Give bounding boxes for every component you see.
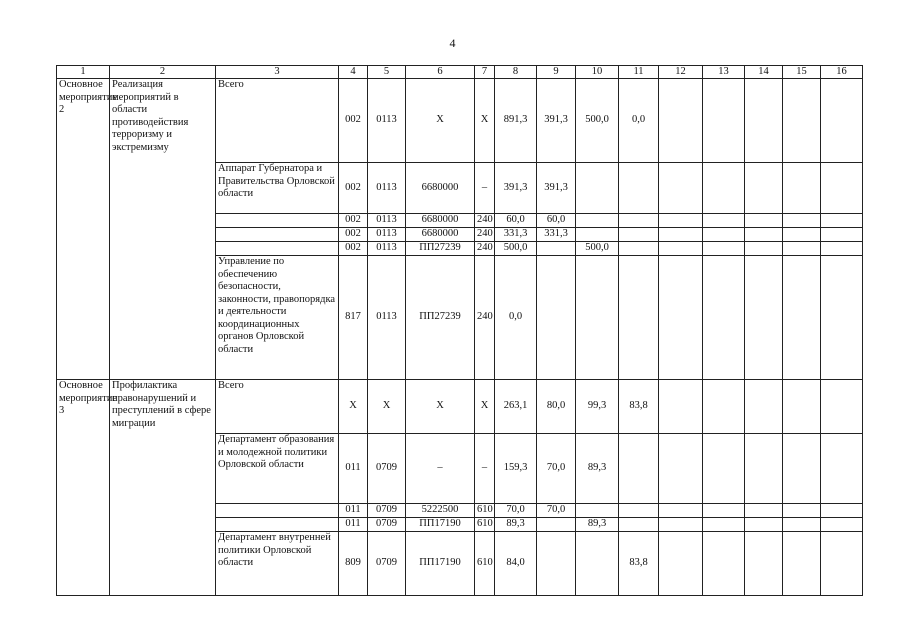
cell-col8: 500,0 <box>495 242 537 256</box>
cell-col4: 817 <box>339 256 368 380</box>
cell-col9: 391,3 <box>537 163 576 214</box>
cell-col10 <box>576 228 619 242</box>
cell-col9: 60,0 <box>537 214 576 228</box>
cell-col8: 84,0 <box>495 532 537 596</box>
cell-col15 <box>783 256 821 380</box>
cell-col10 <box>576 256 619 380</box>
cell-col12 <box>659 380 703 434</box>
cell-col7: Х <box>475 380 495 434</box>
cell-col6: 6680000 <box>406 214 475 228</box>
cell-col7: Х <box>475 79 495 163</box>
cell-col12 <box>659 228 703 242</box>
cell-col12 <box>659 214 703 228</box>
cell-col13 <box>703 242 745 256</box>
cell-col9 <box>537 532 576 596</box>
cell-col10: 89,3 <box>576 518 619 532</box>
cell-col16 <box>821 504 863 518</box>
cell-col9: 391,3 <box>537 79 576 163</box>
cell-col12 <box>659 518 703 532</box>
cell-col4: 002 <box>339 242 368 256</box>
cell-col16 <box>821 256 863 380</box>
cell-col7: – <box>475 434 495 504</box>
cell-col15 <box>783 242 821 256</box>
cell-col9 <box>537 518 576 532</box>
cell-col14 <box>745 504 783 518</box>
cell-col12 <box>659 256 703 380</box>
column-number: 5 <box>368 66 406 79</box>
cell-col6: Х <box>406 380 475 434</box>
cell-col4: 002 <box>339 79 368 163</box>
cell-col13 <box>703 504 745 518</box>
cell-col14 <box>745 242 783 256</box>
cell-col7: 240 <box>475 214 495 228</box>
cell-col9: 70,0 <box>537 434 576 504</box>
cell-col9: 80,0 <box>537 380 576 434</box>
cell-col8: 89,3 <box>495 518 537 532</box>
cell-col11: 83,8 <box>619 532 659 596</box>
row-label <box>216 242 339 256</box>
cell-col4: 809 <box>339 532 368 596</box>
cell-col5: 0709 <box>368 518 406 532</box>
cell-col16 <box>821 518 863 532</box>
table-row <box>57 380 863 434</box>
cell-col11: 83,8 <box>619 380 659 434</box>
row-label: Всего <box>216 79 339 163</box>
cell-col11 <box>619 518 659 532</box>
cell-col9: 70,0 <box>537 504 576 518</box>
cell-col8: 60,0 <box>495 214 537 228</box>
cell-col8: 391,3 <box>495 163 537 214</box>
cell-col7: 240 <box>475 242 495 256</box>
row-label: Департамент образования и молодежной политики Орловской области <box>216 434 339 504</box>
cell-col12 <box>659 532 703 596</box>
cell-col15 <box>783 79 821 163</box>
cell-col16 <box>821 242 863 256</box>
cell-col6: ПП17190 <box>406 518 475 532</box>
cell-col15 <box>783 532 821 596</box>
cell-col6: 6680000 <box>406 228 475 242</box>
cell-col4: 002 <box>339 228 368 242</box>
activity-description: Реализация мероприятий в области противодействия терроризму и экстремизму <box>110 79 216 380</box>
cell-col14 <box>745 532 783 596</box>
cell-col7: 610 <box>475 518 495 532</box>
cell-col11 <box>619 504 659 518</box>
cell-col10: 89,3 <box>576 434 619 504</box>
cell-col15 <box>783 163 821 214</box>
row-label <box>216 504 339 518</box>
cell-col14 <box>745 380 783 434</box>
cell-col13 <box>703 79 745 163</box>
column-number: 3 <box>216 66 339 79</box>
cell-col6: ПП27239 <box>406 242 475 256</box>
cell-col10 <box>576 532 619 596</box>
column-number: 8 <box>495 66 537 79</box>
cell-col15 <box>783 228 821 242</box>
cell-col5: 0113 <box>368 228 406 242</box>
cell-col7: – <box>475 163 495 214</box>
cell-col10: 99,3 <box>576 380 619 434</box>
cell-col12 <box>659 79 703 163</box>
cell-col6: 5222500 <box>406 504 475 518</box>
cell-col4: 002 <box>339 214 368 228</box>
cell-col10 <box>576 504 619 518</box>
cell-col8: 331,3 <box>495 228 537 242</box>
cell-col5: Х <box>368 380 406 434</box>
cell-col4: 011 <box>339 518 368 532</box>
cell-col11 <box>619 242 659 256</box>
cell-col10 <box>576 163 619 214</box>
cell-col7: 610 <box>475 532 495 596</box>
cell-col15 <box>783 380 821 434</box>
row-label: Аппарат Губернатора и Правительства Орловской области <box>216 163 339 214</box>
cell-col13 <box>703 163 745 214</box>
cell-col6: Х <box>406 79 475 163</box>
column-number: 14 <box>745 66 783 79</box>
row-label <box>216 228 339 242</box>
cell-col5: 0709 <box>368 532 406 596</box>
cell-col4: Х <box>339 380 368 434</box>
cell-col8: 70,0 <box>495 504 537 518</box>
cell-col15 <box>783 518 821 532</box>
cell-col4: 011 <box>339 504 368 518</box>
cell-col11 <box>619 434 659 504</box>
cell-col14 <box>745 79 783 163</box>
column-number: 11 <box>619 66 659 79</box>
cell-col13 <box>703 518 745 532</box>
column-number: 16 <box>821 66 863 79</box>
cell-col9 <box>537 256 576 380</box>
row-label: Всего <box>216 380 339 434</box>
cell-col15 <box>783 214 821 228</box>
cell-col16 <box>821 228 863 242</box>
cell-col8: 159,3 <box>495 434 537 504</box>
column-number: 4 <box>339 66 368 79</box>
column-number: 13 <box>703 66 745 79</box>
activity-description: Профилактика правонарушений и преступлений в сфере миграции <box>110 380 216 596</box>
cell-col14 <box>745 434 783 504</box>
cell-col15 <box>783 504 821 518</box>
cell-col8: 263,1 <box>495 380 537 434</box>
cell-col14 <box>745 518 783 532</box>
column-number: 15 <box>783 66 821 79</box>
cell-col13 <box>703 228 745 242</box>
cell-col16 <box>821 163 863 214</box>
row-label <box>216 518 339 532</box>
cell-col13 <box>703 532 745 596</box>
cell-col5: 0113 <box>368 163 406 214</box>
budget-table <box>56 65 863 596</box>
cell-col11: 0,0 <box>619 79 659 163</box>
cell-col12 <box>659 242 703 256</box>
cell-col14 <box>745 256 783 380</box>
cell-col9 <box>537 242 576 256</box>
cell-col10 <box>576 214 619 228</box>
cell-col11 <box>619 228 659 242</box>
cell-col13 <box>703 434 745 504</box>
column-number: 12 <box>659 66 703 79</box>
table-row <box>57 79 863 163</box>
cell-col14 <box>745 214 783 228</box>
cell-col11 <box>619 214 659 228</box>
cell-col16 <box>821 214 863 228</box>
cell-col8: 0,0 <box>495 256 537 380</box>
column-number: 6 <box>406 66 475 79</box>
cell-col13 <box>703 214 745 228</box>
cell-col12 <box>659 434 703 504</box>
cell-col7: 240 <box>475 228 495 242</box>
cell-col5: 0113 <box>368 242 406 256</box>
cell-col4: 011 <box>339 434 368 504</box>
column-number: 2 <box>110 66 216 79</box>
cell-col12 <box>659 163 703 214</box>
page-number: 4 <box>449 36 456 50</box>
cell-col7: 610 <box>475 504 495 518</box>
cell-col16 <box>821 434 863 504</box>
cell-col11 <box>619 163 659 214</box>
cell-col5: 0709 <box>368 504 406 518</box>
cell-col14 <box>745 163 783 214</box>
activity-name: Основное мероприятие 3 <box>57 380 110 596</box>
cell-col10: 500,0 <box>576 242 619 256</box>
row-label <box>216 214 339 228</box>
cell-col13 <box>703 256 745 380</box>
cell-col15 <box>783 434 821 504</box>
cell-col11 <box>619 256 659 380</box>
column-number: 10 <box>576 66 619 79</box>
cell-col16 <box>821 79 863 163</box>
cell-col6: ПП17190 <box>406 532 475 596</box>
column-number: 9 <box>537 66 576 79</box>
activity-name: Основное мероприятие 2 <box>57 79 110 380</box>
cell-col5: 0113 <box>368 79 406 163</box>
column-number: 7 <box>475 66 495 79</box>
cell-col5: 0709 <box>368 434 406 504</box>
cell-col6: 6680000 <box>406 163 475 214</box>
cell-col8: 891,3 <box>495 79 537 163</box>
cell-col6: – <box>406 434 475 504</box>
row-label: Департамент внутренней политики Орловской области <box>216 532 339 596</box>
row-label: Управление по обеспечению безопасности, законности, правопорядка и деятельности координационных органов Орловской области <box>216 256 339 380</box>
cell-col14 <box>745 228 783 242</box>
cell-col16 <box>821 380 863 434</box>
column-number: 1 <box>57 66 110 79</box>
cell-col7: 240 <box>475 256 495 380</box>
cell-col5: 0113 <box>368 256 406 380</box>
cell-col10: 500,0 <box>576 79 619 163</box>
column-number-row <box>57 66 863 79</box>
cell-col4: 002 <box>339 163 368 214</box>
cell-col16 <box>821 532 863 596</box>
cell-col12 <box>659 504 703 518</box>
cell-col9: 331,3 <box>537 228 576 242</box>
cell-col5: 0113 <box>368 214 406 228</box>
cell-col13 <box>703 380 745 434</box>
cell-col6: ПП27239 <box>406 256 475 380</box>
